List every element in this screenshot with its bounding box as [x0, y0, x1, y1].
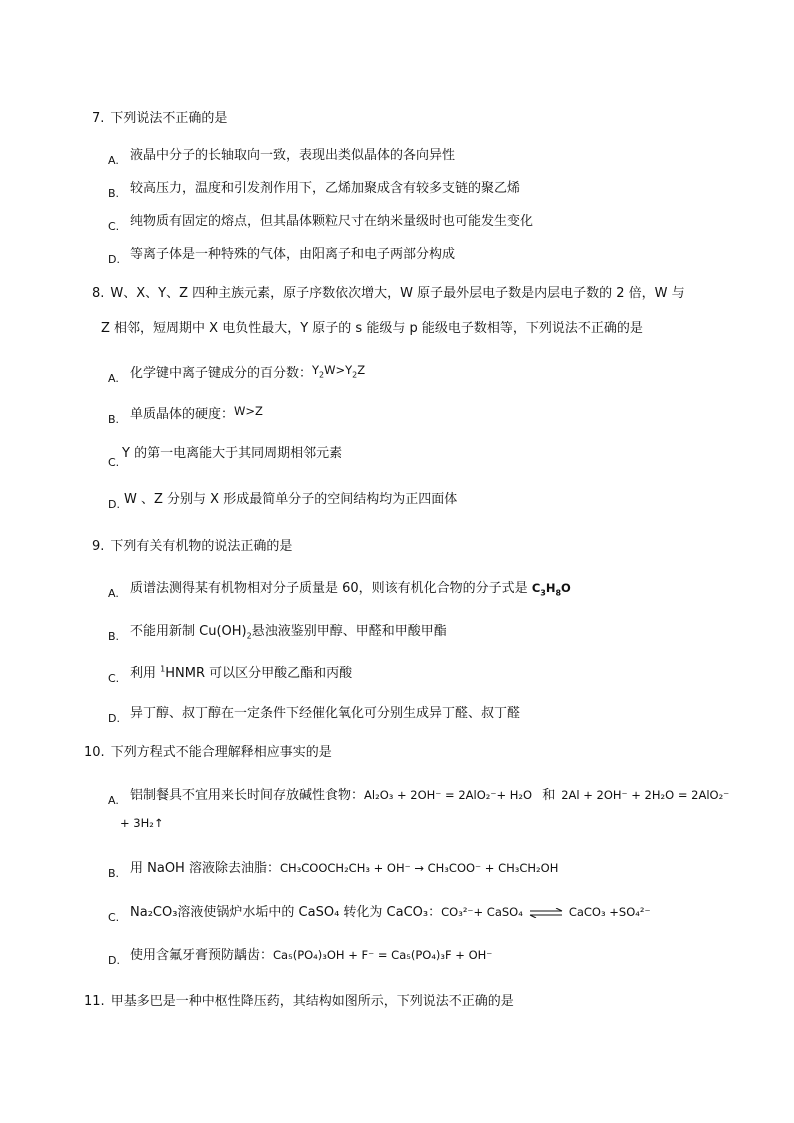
equation-saponification: CH₃COOCH₂CH₃ + OH⁻ → CH₃COO⁻ + CH₃CH₂OH — [279, 861, 559, 875]
question-8-stem-continued: Z 相邻，短周期中 X 电负性最大，Y 原子的 s 能级与 p 能级电子数相等，下列说法不正确的是 — [101, 321, 643, 336]
option-letter: C. — [108, 456, 120, 469]
question-7-option-d[interactable] — [108, 243, 456, 266]
question-10-option-b[interactable] — [108, 857, 559, 880]
option-text: 液晶中分子的长轴取向一致，表现出类似晶体的各向异性 — [130, 148, 456, 163]
question-9-option-b[interactable] — [108, 620, 447, 643]
question-number: 7. — [92, 111, 105, 126]
question-10-option-a[interactable] — [108, 784, 730, 807]
option-text: 等离子体是一种特殊的气体，由阳离子和电子两部分构成 — [130, 247, 456, 262]
option-text: 纯物质有固定的熔点，但其晶体颗粒尺寸在纳米量级时也可能发生变化 — [130, 214, 534, 229]
option-text: 铝制餐具不宜用来长时间存放碱性食物： — [130, 788, 365, 803]
question-7-option-b[interactable] — [108, 177, 521, 200]
question-number: 9. — [92, 539, 105, 554]
question-number: 10. — [84, 745, 105, 760]
question-9-option-d[interactable] — [108, 702, 521, 725]
option-text: 单质晶体的硬度： — [130, 407, 235, 422]
option-letter: C. — [108, 911, 120, 924]
question-8-option-c[interactable] — [108, 446, 343, 469]
question-9-option-a[interactable] — [108, 577, 571, 600]
option-letter: B. — [108, 413, 120, 426]
option-letter: D. — [108, 712, 120, 725]
option-formula: $Y_2W>Y_2Z$ — [312, 363, 366, 380]
question-text: 下列有关有机物的说法正确的是 — [110, 539, 293, 554]
option-letter: A. — [108, 794, 119, 807]
equation-left: CO₃²⁻+ CaSO₄ — [441, 905, 523, 919]
equation-alumina: Al₂O₃ + 2OH⁻ = 2AlO₂⁻+ H₂O — [364, 788, 533, 802]
option-letter: B. — [108, 867, 120, 880]
option-letter: B. — [108, 630, 120, 643]
option-text: 不能用新制 $Cu(OH)_2$悬浊液鉴别甲醇、甲醛和甲酸甲酯 — [130, 624, 447, 641]
option-text: 用 NaOH 溶液除去油脂： — [130, 861, 280, 876]
question-10-option-c[interactable] — [108, 901, 651, 924]
question-number: 11. — [84, 994, 105, 1009]
question-8-option-a[interactable] — [108, 362, 366, 385]
question-number: 8. — [92, 286, 105, 301]
option-text: Na₂CO₃溶液使锅炉水垢中的 CaSO₄ 转化为 CaCO₃： — [130, 905, 442, 920]
equation-right: CaCO₃ +SO₄²⁻ — [568, 905, 651, 919]
option-text: W 、Z 分别与 X 形成最简单分子的空间结构均为正四面体 — [124, 492, 458, 507]
option-letter: D. — [108, 954, 120, 967]
question-text: 下列方程式不能合理解释相应事实的是 — [110, 745, 332, 760]
question-7-option-c[interactable] — [108, 210, 534, 233]
question-9-stem — [92, 535, 292, 554]
conjunction: 和 — [542, 788, 556, 803]
question-11-stem — [84, 990, 514, 1009]
option-letter: A. — [108, 587, 119, 600]
equation-aluminum: 2Al + 2OH⁻ + 2H₂O = 2AlO₂⁻ — [561, 788, 730, 802]
question-text: 下列说法不正确的是 — [110, 111, 228, 126]
option-text: 利用 $^1$HNMR 可以区分甲酸乙酯和丙酸 — [130, 664, 353, 681]
option-text: 质谱法测得某有机物相对分子质量是 60，则该有机化合物的分子式是 — [130, 581, 532, 596]
option-letter: D. — [108, 253, 120, 266]
question-text: W、X、Y、Z 四种主族元素，原子序数依次增大，W 原子最外层电子数是内层电子数的 2 倍，W 与 — [110, 286, 685, 301]
option-letter: C. — [108, 672, 120, 685]
question-8-stem — [92, 282, 685, 301]
option-text: 化学键中离子键成分的百分数： — [130, 366, 313, 381]
option-letter: A. — [108, 372, 119, 385]
option-text: 异丁醇、叔丁醇在一定条件下经催化氧化可分别生成异丁醛、叔丁醛 — [130, 706, 521, 721]
option-text: 使用含氟牙膏预防龋齿： — [130, 948, 274, 963]
question-7-option-a[interactable] — [108, 144, 456, 167]
question-7-stem — [92, 107, 227, 126]
question-8-option-b[interactable] — [108, 403, 263, 426]
option-letter: C. — [108, 220, 120, 233]
equation-aluminum-continued: + 3H₂↑ — [120, 816, 164, 830]
option-letter: D. — [108, 498, 120, 511]
question-10-stem — [84, 741, 332, 760]
option-formula: W>Z — [234, 404, 263, 418]
question-8-option-d[interactable] — [108, 488, 458, 511]
equilibrium-arrow-icon — [529, 908, 563, 918]
question-10-option-d[interactable] — [108, 944, 493, 967]
option-letter: B. — [108, 187, 120, 200]
question-text: 甲基多巴是一种中枢性降压药，其结构如图所示，下列说法不正确的是 — [110, 994, 514, 1009]
equation-fluoride: Ca₅(PO₄)₃OH + F⁻ = Ca₅(PO₄)₃F + OH⁻ — [273, 948, 493, 962]
option-formula: $C_3H_8O$ — [531, 581, 571, 598]
question-9-option-c[interactable] — [108, 662, 353, 685]
option-text: Y 的第一电离能大于其同周期相邻元素 — [122, 446, 343, 461]
option-letter: A. — [108, 154, 119, 167]
option-text: 较高压力，温度和引发剂作用下，乙烯加聚成含有较多支链的聚乙烯 — [130, 181, 521, 196]
